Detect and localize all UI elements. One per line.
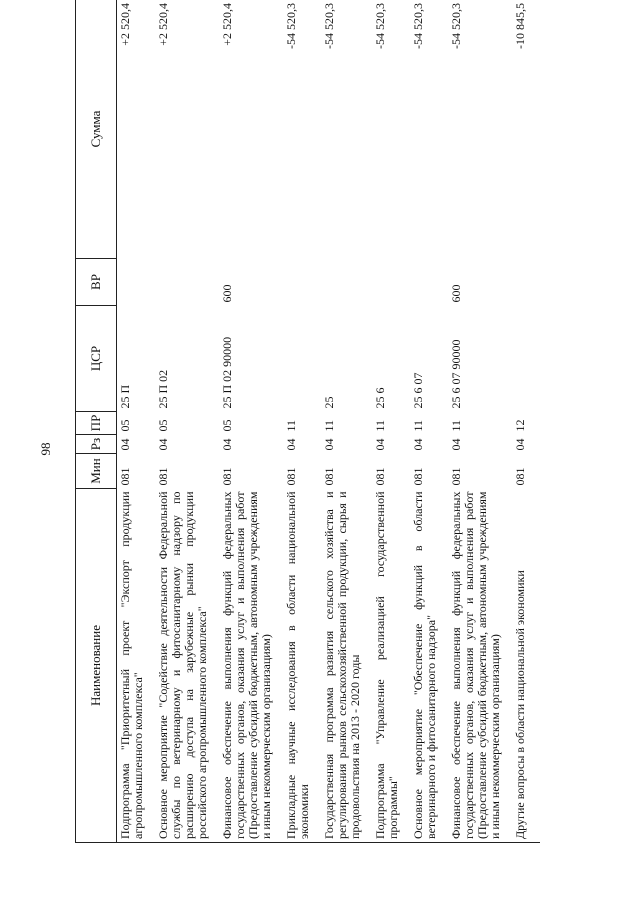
cell-vr	[283, 259, 321, 306]
cell-rz: 04	[321, 438, 336, 451]
cell-vr	[410, 259, 448, 306]
cell-vr	[321, 259, 372, 306]
cell-csr: 25 П 02	[155, 369, 170, 409]
cell-min: 081	[283, 467, 298, 486]
cell-name: Подпрограмма "Приоритетный проект "Экспорт продукции агропромышленного комплекса"	[117, 489, 155, 843]
cell-min: 081	[118, 467, 132, 486]
cell-rz: 04	[219, 438, 234, 451]
cell-rz: 04	[410, 438, 425, 451]
cell-csr: 25 П 02 90000	[219, 336, 234, 409]
cell-pr: 05	[118, 419, 132, 432]
table-row	[155, 0, 219, 843]
cell-min: 081	[512, 467, 527, 486]
cell-name: Финансовое обеспечение выполнения функций федеральных государственных органов, оказания услуг и выполнения работ (Предоставление субсидий бюджетным, автономным учреждениям и иным некоммерческим организациям)	[219, 489, 283, 843]
table-row	[283, 0, 321, 843]
table-header-row	[76, 0, 117, 843]
cell-sum: -54 520,3	[448, 0, 512, 259]
header-pr: ПР	[76, 412, 117, 435]
cell-min: 081	[410, 467, 425, 486]
header-rz: Рз	[76, 435, 117, 454]
table-row	[448, 0, 512, 843]
table-row	[219, 0, 283, 843]
table-row	[512, 0, 540, 843]
cell-min: 081	[219, 467, 234, 486]
cell-name: Подпрограмма "Управление реализацией государственной программы"	[372, 489, 410, 843]
cell-csr: 25 П	[118, 384, 132, 409]
cell-rz: 04	[283, 438, 298, 451]
cell-pr: 11	[372, 419, 387, 432]
table-body	[117, 0, 540, 843]
cell-min: 081	[372, 467, 387, 486]
header-min: Мин	[76, 454, 117, 489]
cell-csr: 25 6	[372, 387, 387, 409]
header-name: Наименование	[76, 489, 117, 843]
cell-sum: -54 520,3	[372, 0, 410, 259]
cell-rz: 04	[512, 438, 527, 451]
budget-table-rotated	[75, 0, 590, 843]
budget-table	[75, 0, 540, 843]
cell-csr: 25	[321, 396, 336, 409]
cell-name: Финансовое обеспечение выполнения функций федеральных государственных органов, оказания услуг и выполнения работ (Предоставление субсидий бюджетным, автономным учреждениям и иным некоммерческим организациям)	[448, 489, 512, 843]
cell-sum: -10 845,5	[512, 0, 540, 259]
cell-pr: 12	[512, 419, 527, 432]
header-csr: ЦСР	[76, 306, 117, 412]
table-row	[321, 0, 372, 843]
header-vr: ВР	[76, 259, 117, 306]
cell-pr: 11	[410, 419, 425, 432]
cell-rz: 04	[118, 438, 132, 451]
table-row	[117, 0, 155, 843]
cell-name: Другие вопросы в области национальной экономики	[512, 489, 540, 843]
cell-vr	[117, 259, 155, 306]
cell-sum: -54 520,3	[283, 0, 321, 259]
cell-sum: +2 520,4	[117, 0, 155, 259]
cell-rz: 04	[448, 438, 463, 451]
cell-csr: 25 6 07 90000	[448, 339, 463, 409]
cell-csr	[283, 306, 321, 412]
cell-name: Основное мероприятие "Содействие деятельности Федеральной службы по ветеринарному и фитосанитарному надзору по расширению доступа на зарубежные рынки продукции российского агропромышленного комплекса"	[155, 489, 219, 843]
cell-name: Прикладные научные исследования в области национальной экономики	[283, 489, 321, 843]
page-number: 98	[38, 442, 53, 456]
cell-vr: 600	[219, 284, 234, 303]
cell-name: Основное мероприятие "Обеспечение функций в области ветеринарного и фитосанитарного надзора"	[410, 489, 448, 843]
cell-pr: 11	[321, 419, 336, 432]
cell-name: Государственная программа развития сельского хозяйства и регулирования рынков сельскохозяйственной продукции, сырья и продовольствия на 2013 - 2020 годы	[321, 489, 372, 843]
cell-csr	[512, 306, 540, 412]
cell-min: 081	[155, 467, 170, 486]
table-row	[410, 0, 448, 843]
cell-vr	[512, 259, 540, 306]
cell-sum: +2 520,4	[219, 0, 283, 259]
cell-sum: -54 520,3	[321, 0, 372, 259]
cell-sum: -54 520,3	[410, 0, 448, 259]
cell-pr: 05	[219, 419, 234, 432]
cell-pr: 05	[155, 419, 170, 432]
cell-csr: 25 6 07	[410, 372, 425, 409]
table-row	[372, 0, 410, 843]
header-sum: Сумма	[76, 0, 117, 259]
cell-min: 081	[321, 467, 336, 486]
cell-rz: 04	[372, 438, 387, 451]
cell-vr	[372, 259, 410, 306]
cell-pr: 11	[448, 419, 463, 432]
cell-sum: +2 520,4	[155, 0, 219, 259]
cell-vr: 600	[448, 284, 463, 303]
cell-rz: 04	[155, 438, 170, 451]
cell-min: 081	[448, 467, 463, 486]
cell-vr	[155, 259, 219, 306]
cell-pr: 11	[283, 419, 298, 432]
